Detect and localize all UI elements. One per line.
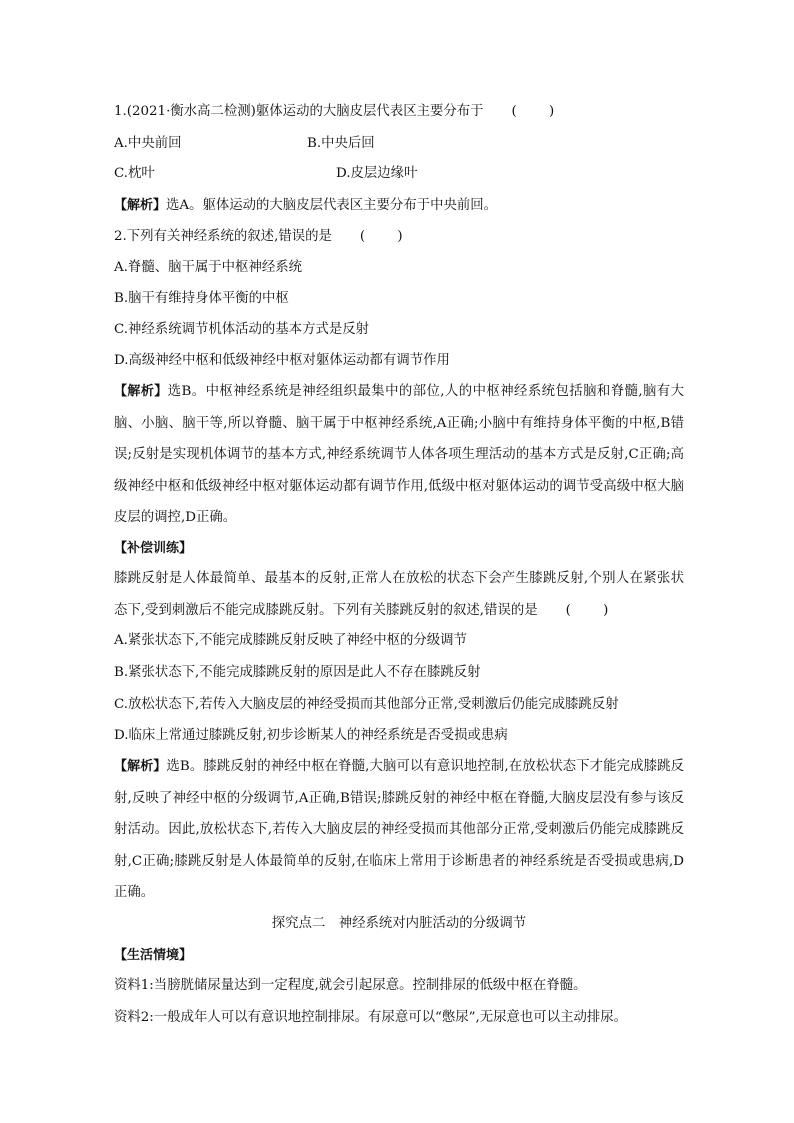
q1-answer-paren: ( ) xyxy=(511,104,569,119)
context-tag-line xyxy=(114,946,192,966)
q2-stem: 2.下列有关神经系统的叙述,错误的是 xyxy=(114,229,332,244)
q1-options-row-1 xyxy=(114,134,684,154)
q2-stem-line xyxy=(114,227,417,247)
q2-answer-paren: ( ) xyxy=(359,229,417,244)
material-2: 资料2:一般成年人可以有意识地控制排尿。有尿意可以“憋尿”,无尿意也可以主动排尿。 xyxy=(114,1010,628,1025)
q2-option-b: B.脑干有维持身体平衡的中枢 xyxy=(114,291,289,306)
material-1: 资料1:当膀胱储尿量达到一定程度,就会引起尿意。控制排尿的低级中枢在脊髓。 xyxy=(114,978,587,993)
q1-analysis-text: 选A。躯体运动的大脑皮层代表区主要分布于中央前回。 xyxy=(166,198,498,213)
q2-analysis-text: 选B。中枢神经系统是神经组织最集中的部位,人的中枢神经系统包括脑和脊髓,脑有大脑、小脑、脑干等,所以脊髓、脑干属于中枢神经系统,A正确;小脑中有维持身体平衡的中枢,B错误;反射是实现机体调节的基本方式,神经系统调节人体各项生理活动的基本方式是反射,C正确;高级神经中枢和低级神经中枢对躯体运动都有调节作用,低级中枢对躯体运动的调节受高级中枢大脑皮层的调控,D正确。 xyxy=(114,384,684,525)
q1-option-d: D.皮层边缘叶 xyxy=(336,166,418,181)
q1-option-c: C.枕叶 xyxy=(114,166,155,181)
q3-option-a: A.紧张状态下,不能完成膝跳反射反映了神经中枢的分级调节 xyxy=(114,633,467,648)
q3-analysis xyxy=(114,751,684,909)
q3-option-c: C.放松状态下,若传入大脑皮层的神经受损而其他部分正常,受刺激后仍能完成膝跳反射 xyxy=(114,697,619,712)
q2-option-c: C.神经系统调节机体活动的基本方式是反射 xyxy=(114,322,370,337)
q3-analysis-text: 选B。膝跳反射的神经中枢在脊髓,大脑可以有意识地控制,在放松状态下才能完成膝跳反射,反映了神经中枢的分级调节,A正确,B错误;膝跳反射的神经中枢在脊髓,大脑皮层没有参与该反射活动。因此,放松状态下,若传入大脑皮层的神经受损而其他部分正常,受刺激后仍能完成膝跳反射,C正确;膝跳反射是人体最简单的反射,在临床上常用于诊断患者的神经系统是否受损或患病,D正确。 xyxy=(114,759,684,900)
q3-stem-block xyxy=(114,563,684,626)
q2-analysis-tag: 【解析】 xyxy=(114,384,168,399)
q2-analysis xyxy=(114,376,684,534)
q1-option-b: B.中央后回 xyxy=(307,136,375,151)
q3-option-b: B.紧张状态下,不能完成膝跳反射的原因是此人不存在膝跳反射 xyxy=(114,665,481,680)
q2-option-d: D.高级神经中枢和低级神经中枢对躯体运动都有调节作用 xyxy=(114,353,450,368)
q3-tag: 【补偿训练】 xyxy=(114,541,193,556)
q3-analysis-tag: 【解析】 xyxy=(114,759,167,774)
q2-option-a: A.脊髓、脑干属于中枢神经系统 xyxy=(114,260,303,275)
q3-section-tag xyxy=(114,539,192,559)
q1-analysis xyxy=(114,196,497,216)
q1-option-a: A.中央前回 xyxy=(114,136,182,151)
q1-stem: 1.(2021·衡水高二检测)躯体运动的大脑皮层代表区主要分布于 xyxy=(114,104,484,119)
section-title: 探究点二 神经系统对内脏活动的分级调节 xyxy=(271,916,527,931)
q3-option-d: D.临床上常通过膝跳反射,初步诊断某人的神经系统是否受损或患病 xyxy=(114,728,508,743)
q1-stem-line xyxy=(114,102,568,122)
context-tag: 【生活情境】 xyxy=(114,948,193,963)
q1-options-row-2 xyxy=(114,164,684,184)
q1-analysis-tag: 【解析】 xyxy=(114,198,167,213)
q3-answer-paren: ( ) xyxy=(565,602,623,618)
q3-stem: 膝跳反射是人体最简单、最基本的反射,正常人在放松的状态下会产生膝跳反射,个别人在紧张状态下,受到刺激后不能完成膝跳反射。下列有关膝跳反射的叙述,错误的是 xyxy=(114,571,684,618)
